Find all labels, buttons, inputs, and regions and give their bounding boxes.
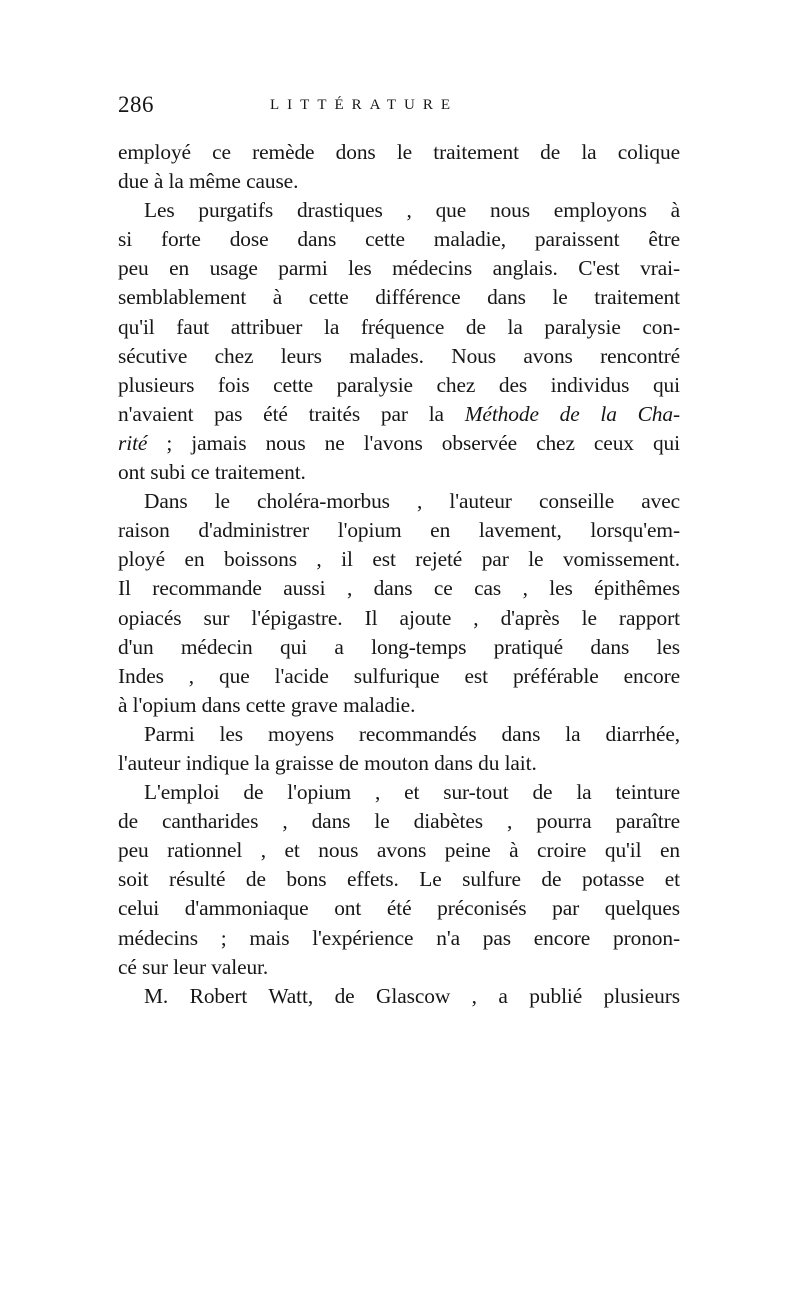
text-line: L'emploi de l'opium , et sur-tout de la teinture (144, 780, 680, 805)
page-header (118, 92, 680, 138)
text-line: employé ce remède dons le traitement de la colique (118, 140, 680, 164)
text-line: ployé en boissons , il est rejeté par le vomissement. (118, 547, 680, 572)
text-line: cé sur leur valeur. (118, 954, 269, 979)
text-line: opiacés sur l'épigastre. Il ajoute , d'après le rapport (118, 605, 680, 630)
text-line: Il recommande aussi , dans ce cas , les épithêmes (118, 576, 680, 601)
text-line: d'un médecin qui a long-temps pratiqué dans les (118, 634, 680, 659)
text-line: celui d'ammoniaque ont été préconisés par quelques (118, 896, 680, 921)
text-line: Les purgatifs drastiques , que nous employons à (144, 198, 680, 223)
text-line: semblablement à cette différence dans le traitement (118, 285, 680, 310)
text-line: Parmi les moyens recommandés dans la diarrhée, (144, 721, 680, 746)
text-line: si forte dose dans cette maladie, paraissent être (118, 227, 680, 252)
text-line: médecins ; mais l'expérience n'a pas encore pronon- (118, 925, 680, 950)
text-line: ont subi ce traitement. (118, 460, 306, 485)
text-line: M. Robert Watt, de Glascow , a publié plusieurs (144, 983, 680, 1008)
text-line: plusieurs fois cette paralysie chez des individus qui (118, 372, 680, 397)
text-line: Dans le choléra-morbus , l'auteur conseille avec (144, 489, 680, 514)
running-title: LITTÉRATURE (270, 97, 458, 113)
text-line: due à la même cause. (118, 169, 299, 194)
italic-title: rité (118, 430, 148, 455)
text-line: n'avaient pas été traités par la Méthode de la Cha- (118, 401, 680, 426)
italic-title: Méthode de la Cha- (464, 401, 680, 426)
page-number: 286 (118, 92, 154, 117)
text-line: Indes , que l'acide sulfurique est préférable encore (118, 663, 680, 688)
text-line: qu'il faut attribuer la fréquence de la paralysie con- (118, 314, 680, 339)
text-line: peu en usage parmi les médecins anglais. C'est vrai- (118, 256, 680, 281)
text-line: rité ; jamais nous ne l'avons observée chez ceux qui (118, 430, 680, 455)
text-line: raison d'administrer l'opium en lavement, lorsqu'em- (118, 518, 680, 543)
text-line: l'auteur indique la graisse de mouton dans du lait. (118, 750, 537, 775)
text-line: soit résulté de bons effets. Le sulfure de potasse et (118, 867, 680, 892)
text-line: de cantharides , dans le diabètes , pourra paraître (118, 809, 680, 834)
text-line: sécutive chez leurs malades. Nous avons rencontré (118, 343, 680, 368)
text-line: peu rationnel , et nous avons peine à croire qu'il en (118, 838, 680, 863)
book-page (118, 92, 680, 1011)
body-text (118, 138, 680, 1011)
text-line: à l'opium dans cette grave maladie. (118, 692, 416, 717)
